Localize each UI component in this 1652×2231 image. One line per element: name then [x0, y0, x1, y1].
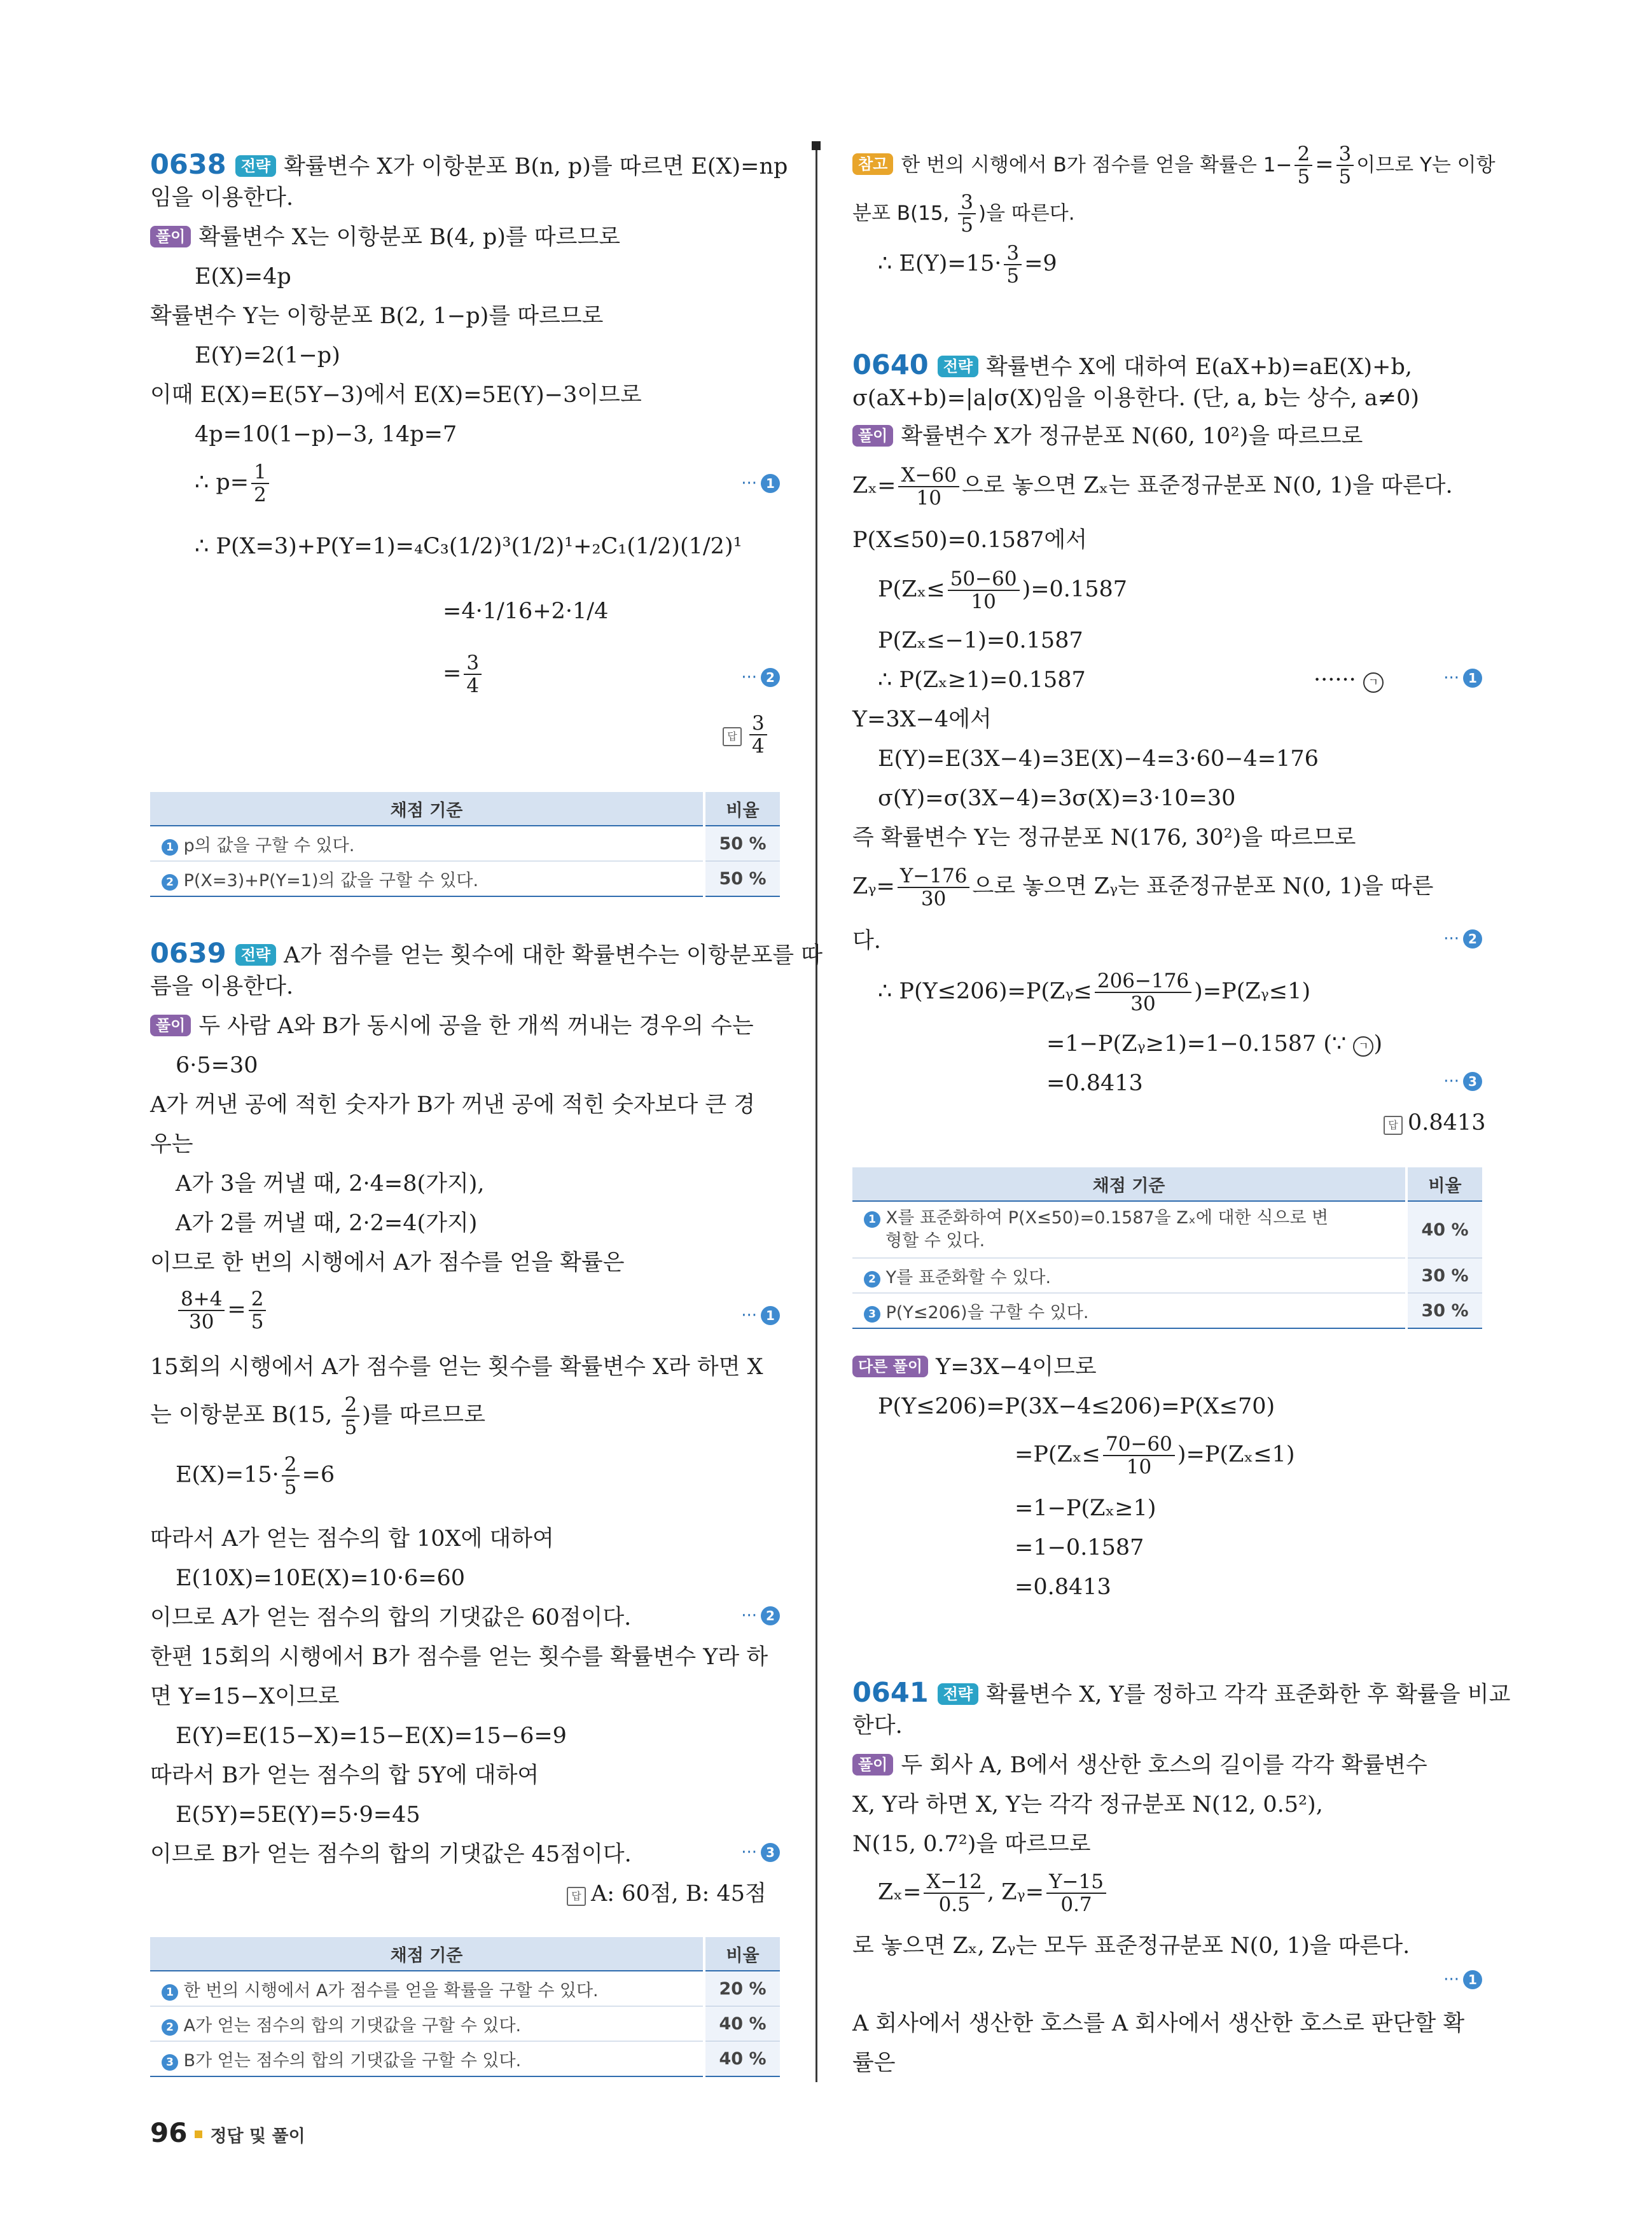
strategy-text: 확률변수 X가 이항분포 B(n, p)를 따르면 E(X)=np — [284, 154, 788, 179]
step-dots: ··· — [741, 668, 757, 687]
criterion-text-cont: 형할 수 있다. — [885, 1231, 985, 1251]
denominator: 2 — [254, 483, 267, 506]
fraction — [249, 1288, 267, 1333]
text: =9 — [1024, 251, 1057, 277]
table-header: 비율 — [704, 1937, 780, 1971]
equation: E(Y)=E(3X−4)=3E(X)−4=3·60−4=176 — [878, 746, 1319, 772]
denominator: 10 — [1126, 1456, 1152, 1478]
fraction — [1103, 1433, 1175, 1478]
equation: P(Y≤206)=P(3X−4≤206)=P(X≤70) — [878, 1394, 1275, 1419]
reference-mark — [1314, 665, 1384, 695]
denominator: 30 — [188, 1310, 214, 1333]
equation-fraction — [176, 1288, 268, 1333]
step-dots: ··· — [741, 1606, 757, 1625]
page-number: 96 — [150, 2117, 188, 2148]
fraction — [1004, 242, 1022, 287]
solution-line — [852, 1750, 1427, 1781]
problem-number: 0640 — [852, 349, 929, 381]
solution-text: 15회의 시행에서 A가 점수를 얻는 횟수를 확률변수 X라 하면 X — [150, 1354, 763, 1380]
fraction — [1295, 143, 1312, 188]
numerator: 3 — [464, 652, 482, 675]
table-cell — [150, 2006, 704, 2041]
numerator: 70−60 — [1103, 1433, 1175, 1456]
numerator: 3 — [1004, 242, 1022, 265]
fraction — [898, 464, 959, 509]
solution-text: 한편 15회의 시행에서 B가 점수를 얻는 횟수를 확률변수 Y라 하 — [150, 1644, 768, 1670]
circled-label: ㄱ — [1363, 672, 1384, 693]
answer-icon: 답 — [567, 1887, 586, 1906]
table-cell — [852, 1293, 1406, 1329]
fraction — [1336, 143, 1354, 188]
problem-number: 0639 — [150, 938, 226, 970]
answer-icon: 답 — [1384, 1116, 1403, 1135]
strategy-text-cont: 임을 이용한다. — [150, 185, 294, 211]
equation: =1−P(Zₓ≥1) — [1015, 1496, 1156, 1521]
numerator: X−60 — [898, 464, 959, 487]
equation: E(X)=4p — [195, 264, 291, 289]
alt-solution-tag: 다른 풀이 — [852, 1356, 928, 1377]
equation — [1046, 1029, 1382, 1059]
denominator: 5 — [1006, 265, 1020, 288]
solution-text: 률은 — [852, 2050, 896, 2076]
text: =P(Zₓ≤ — [1015, 1442, 1101, 1468]
table-header: 채점 기준 — [150, 792, 704, 826]
solution-text: 확률변수 Y는 이항분포 B(2, 1−p)를 따르므로 — [150, 303, 604, 329]
solution-text: 두 회사 A, B에서 생산한 호스의 길이를 각각 확률변수 — [901, 1753, 1427, 1778]
step-marker-3 — [741, 1843, 780, 1862]
numerator: 3 — [749, 712, 767, 735]
criterion-text: Y를 표준화할 수 있다. — [885, 1267, 1052, 1288]
strategy-text-cont: 름을 이용한다. — [150, 974, 294, 999]
strategy-text: 확률변수 X, Y를 정하고 각각 표준화한 후 확률을 비교 — [986, 1682, 1511, 1707]
strategy-text-cont: σ(aX+b)=|a|σ(X)임을 이용한다. (단, a, b는 상수, a≠0) — [852, 386, 1420, 411]
solution-text: 이므로 한 번의 시행에서 A가 점수를 얻을 확률은 — [150, 1250, 625, 1275]
answer-text: A: 60점, B: 45점 — [591, 1881, 767, 1907]
text: ∴ P(Y≤206)=P(Zᵧ≤ — [878, 978, 1092, 1004]
fraction — [342, 1394, 359, 1438]
solution-tag: 풀이 — [852, 425, 893, 447]
equation: 4p=10(1−p)−3, 14p=7 — [195, 422, 457, 447]
table-cell — [852, 1258, 1406, 1293]
solution-text: 두 사람 A와 B가 동시에 공을 한 개씩 꺼내는 경우의 수는 — [198, 1013, 754, 1039]
solution-text: 이므로 B가 얻는 점수의 합의 기댓값은 45점이다. — [150, 1842, 632, 1867]
equation: =0.8413 — [1046, 1071, 1143, 1096]
solution-text: 확률변수 X는 이항분포 B(4, p)를 따르므로 — [198, 225, 621, 250]
solution-text: 즉 확률변수 Y는 정규분포 N(176, 30²)을 따르므로 — [852, 825, 1356, 851]
fraction — [464, 652, 482, 697]
answer — [1384, 1108, 1485, 1138]
text: ∴ E(Y)=15· — [878, 251, 1002, 277]
column-divider — [816, 145, 817, 2082]
solution-text: 확률변수 X가 정규분포 N(60, 10²)을 따르므로 — [901, 424, 1363, 449]
numerator: 2 — [342, 1394, 359, 1417]
solution-text: 로 놓으면 Zₓ, Zᵧ는 모두 표준정규분포 N(0, 1)을 따른다. — [852, 1933, 1410, 1959]
denominator: 5 — [961, 214, 973, 237]
reference-equation — [878, 242, 1057, 287]
circled-label: ㄱ — [1353, 1036, 1373, 1057]
numerator: 8+4 — [178, 1288, 225, 1311]
step-number: 2 — [761, 668, 780, 687]
equation: σ(Y)=σ(3X−4)=3σ(X)=3·10=30 — [878, 786, 1236, 811]
footer-bullet — [195, 2130, 202, 2138]
numerator: 1 — [251, 461, 269, 484]
ratio-cell: 40 % — [1406, 1201, 1482, 1258]
fraction — [1095, 970, 1191, 1015]
table-cell — [852, 1201, 1406, 1258]
problem-0638-header — [150, 149, 788, 182]
step-number: 3 — [761, 1843, 780, 1862]
step-marker-2 — [1443, 929, 1482, 949]
step-number: 1 — [761, 1306, 780, 1325]
fraction — [898, 865, 970, 910]
alt-solution-line — [852, 1352, 1097, 1382]
criterion-text: X를 표준화하여 P(X≤50)=0.1587을 Zₓ에 대한 식으로 변 — [885, 1208, 1329, 1228]
answer-text: 0.8413 — [1408, 1110, 1486, 1136]
step-number: 3 — [1463, 1072, 1482, 1091]
table-row — [150, 2006, 780, 2041]
denominator: 0.5 — [938, 1893, 970, 1916]
fraction — [178, 1288, 225, 1333]
equation: P(Zₓ≤−1)=0.1587 — [878, 628, 1083, 653]
step-number: 1 — [1463, 669, 1482, 688]
fraction — [749, 712, 767, 757]
answer-icon: 답 — [723, 727, 742, 746]
table-row — [150, 826, 780, 861]
table-row — [150, 1971, 780, 2006]
equation: ∴ P(X=3)+P(Y=1)=₄C₃(1/2)³(1/2)¹+₂C₁(1/2)(1/2)¹ — [195, 534, 742, 559]
numerator: Y−15 — [1046, 1871, 1106, 1894]
solution-text: 따라서 A가 얻는 점수의 합 10X에 대하여 — [150, 1526, 554, 1552]
strategy-tag: 전략 — [235, 944, 276, 966]
step-number: 2 — [864, 1271, 880, 1288]
step-number: 1 — [1463, 1970, 1482, 1989]
solution-text: X, Y라 하면 X, Y는 각각 정규분포 N(12, 0.5²), — [852, 1792, 1323, 1817]
numerator: 2 — [1295, 143, 1312, 166]
solution-text: P(X≤50)=0.1587에서 — [852, 527, 1088, 553]
problem-0639-header — [150, 938, 823, 971]
column-divider-dot — [812, 141, 821, 150]
text: P(Zₓ≤ — [878, 576, 945, 602]
reference-line — [852, 143, 1496, 188]
step-number: 2 — [162, 874, 178, 891]
criterion-text: P(Y≤206)을 구할 수 있다. — [885, 1302, 1089, 1323]
denominator: 30 — [1130, 992, 1156, 1015]
equation — [176, 1454, 335, 1498]
step-number: 3 — [864, 1306, 880, 1323]
text: )=0.1587 — [1022, 576, 1128, 602]
strategy-text-cont: 한다. — [852, 1713, 903, 1739]
solution-text: 이므로 A가 얻는 점수의 합의 기댓값은 60점이다. — [150, 1605, 632, 1630]
solution-text: Y=3X−4에서 — [852, 707, 992, 732]
text: )=P(Zᵧ≤1) — [1194, 978, 1311, 1004]
denominator: 5 — [1297, 165, 1310, 188]
step-dots: ··· — [1443, 1072, 1459, 1091]
step-number: 2 — [162, 2019, 178, 2036]
equation: 6·5=30 — [176, 1053, 258, 1078]
step-dots: ··· — [1443, 669, 1459, 688]
step-marker-3 — [1443, 1072, 1482, 1091]
strategy-tag: 전략 — [938, 356, 978, 377]
solution-tag: 풀이 — [150, 1015, 191, 1036]
table-row — [852, 1293, 1482, 1329]
page-footer — [150, 2117, 305, 2148]
table-cell — [150, 861, 704, 897]
denominator: 4 — [466, 674, 480, 697]
criterion-text: A가 얻는 점수의 합의 기댓값을 구할 수 있다. — [183, 2015, 522, 2036]
denominator: 10 — [971, 590, 996, 613]
problem-0640-header — [852, 350, 1412, 382]
table-cell — [150, 2041, 704, 2077]
text: )=P(Zₓ≤1) — [1177, 1442, 1295, 1468]
equation — [878, 970, 1310, 1015]
solution-text: 우는 — [150, 1132, 193, 1157]
ratio-cell: 50 % — [704, 826, 780, 861]
table-header: 채점 기준 — [150, 1937, 704, 1971]
criterion-text: p의 값을 구할 수 있다. — [183, 835, 355, 856]
answer — [723, 712, 770, 757]
table-cell — [150, 1971, 704, 2006]
text: , Zᵧ= — [987, 1879, 1045, 1905]
fraction — [1046, 1871, 1106, 1915]
step-marker-1 — [741, 474, 780, 493]
solution-text: N(15, 0.7²)을 따르므로 — [852, 1831, 1091, 1857]
step-marker-2 — [741, 1606, 780, 1625]
solution-line — [150, 222, 620, 253]
grading-table-0640 — [852, 1167, 1482, 1329]
equation: =1−0.1587 — [1015, 1535, 1144, 1560]
text: =1−P(Zᵧ≥1)=1−0.1587 (∵ — [1046, 1031, 1347, 1057]
fraction — [924, 1871, 985, 1915]
equation-p — [195, 461, 272, 506]
criterion-text: 한 번의 시행에서 A가 점수를 얻을 확률을 구할 수 있다. — [183, 1980, 599, 2001]
criterion-text: P(X=3)+P(Y=1)의 값을 구할 수 있다. — [183, 870, 479, 891]
step-number: 3 — [162, 2054, 178, 2071]
problem-0641-header — [852, 1678, 1510, 1710]
denominator: 30 — [920, 887, 947, 910]
equation — [878, 1871, 1109, 1915]
criterion-text: B가 얻는 점수의 합의 기댓값을 구할 수 있다. — [183, 2050, 522, 2071]
equation: ∴ P(Zₓ≥1)=0.1587 — [878, 667, 1086, 693]
solution-text: A가 꺼낸 공에 적힌 숫자가 B가 꺼낸 공에 적힌 숫자보다 큰 경 — [150, 1092, 756, 1118]
table-row — [852, 1258, 1482, 1293]
ratio-cell: 20 % — [704, 1971, 780, 2006]
solution-line — [852, 421, 1363, 452]
equation — [878, 568, 1127, 613]
fraction — [251, 461, 269, 506]
ratio-cell: 30 % — [1406, 1258, 1482, 1293]
text: 한 번의 시행에서 B가 점수를 얻을 확률은 1− — [901, 153, 1293, 177]
step-number: 2 — [761, 1606, 780, 1625]
equals-sign: = — [227, 1296, 246, 1323]
table-header: 비율 — [1406, 1167, 1482, 1201]
answer — [567, 1879, 767, 1909]
table-cell — [150, 826, 704, 861]
solution-text: Y=3X−4이므로 — [936, 1354, 1097, 1380]
text: Zᵧ= — [852, 873, 895, 900]
denominator: 5 — [344, 1416, 357, 1439]
solution-text — [852, 865, 1433, 910]
fraction — [948, 568, 1020, 613]
step-number: 1 — [864, 1211, 880, 1228]
text: Zₓ= — [852, 473, 896, 499]
step-dots: ··· — [741, 474, 757, 493]
solution-text: A 회사에서 생산한 호스를 A 회사에서 생산한 호스로 판단할 확 — [852, 2011, 1465, 2036]
equation: E(5Y)=5E(Y)=5·9=45 — [176, 1802, 420, 1828]
step-dots: ··· — [741, 1306, 757, 1325]
ratio-cell: 40 % — [704, 2006, 780, 2041]
table-row — [150, 861, 780, 897]
text: )를 따르므로 — [362, 1402, 486, 1428]
footer-title: 정답 및 풀이 — [210, 2127, 305, 2146]
ratio-cell: 30 % — [1406, 1293, 1482, 1329]
denominator: 4 — [752, 735, 765, 758]
dots: ······ — [1314, 667, 1356, 693]
solution-text: 따라서 B가 얻는 점수의 합 5Y에 대하여 — [150, 1763, 539, 1788]
problem-number: 0638 — [150, 149, 226, 181]
step-dots: ··· — [1443, 929, 1459, 949]
solution-tag: 풀이 — [852, 1754, 893, 1776]
solution-text: A가 3을 꺼낼 때, 2·4=8(가지), — [176, 1171, 485, 1197]
reference-tag: 참고 — [852, 153, 893, 175]
grading-table-0639 — [150, 1937, 780, 2077]
table-row — [852, 1201, 1482, 1258]
text: 분포 B(15, — [852, 202, 956, 225]
solution-text: 면 Y=15−X이므로 — [150, 1684, 340, 1709]
equation-result: = $\frac{3}{4}$ — [443, 652, 484, 697]
ratio-cell: 50 % — [704, 861, 780, 897]
equation: =4·1/16+2·1/4 — [443, 599, 609, 624]
text: 는 이항분포 B(15, — [150, 1402, 340, 1428]
step-marker-1 — [1443, 669, 1482, 688]
numerator: 2 — [249, 1288, 267, 1311]
equation: =0.8413 — [1015, 1574, 1111, 1600]
equation: E(Y)=E(15−X)=15−E(X)=15−6=9 — [176, 1723, 567, 1749]
numerator: X−12 — [924, 1871, 985, 1894]
ratio-cell: 40 % — [704, 2041, 780, 2077]
step-marker-2 — [741, 668, 780, 687]
step-dots: ··· — [741, 1843, 757, 1862]
equation-text: ∴ p= — [195, 469, 249, 496]
numerator: 3 — [1336, 143, 1354, 166]
denominator: 10 — [916, 487, 941, 510]
equals-sign: = — [1315, 151, 1334, 177]
text: Zₓ= — [878, 1879, 922, 1905]
denominator: 5 — [251, 1310, 264, 1333]
denominator: 0.7 — [1060, 1893, 1092, 1916]
solution-line — [150, 1011, 754, 1041]
table-row — [150, 2041, 780, 2077]
solution-text: 다. — [852, 928, 881, 954]
step-number: 1 — [162, 839, 178, 856]
equation — [1015, 1433, 1295, 1478]
text: ) — [1373, 1031, 1383, 1057]
text: )을 따른다. — [978, 202, 1075, 225]
solution-text — [150, 1394, 485, 1438]
strategy-text: A가 점수를 얻는 횟수에 대한 확률변수는 이항분포를 따 — [284, 943, 823, 968]
equation: E(10X)=10E(X)=10·6=60 — [176, 1566, 466, 1591]
reference-line — [852, 191, 1075, 236]
fraction — [958, 191, 976, 236]
numerator: 50−60 — [948, 568, 1020, 591]
step-number: 1 — [162, 1984, 178, 2001]
solution-text: A가 2를 꺼낼 때, 2·2=4(가지) — [176, 1211, 478, 1236]
denominator: 5 — [1338, 165, 1352, 188]
step-marker-1 — [1443, 1970, 1482, 1989]
table-header: 채점 기준 — [852, 1167, 1406, 1201]
fraction — [282, 1454, 300, 1498]
text: 으로 놓으면 Zᵧ는 표준정규분포 N(0, 1)을 따른 — [972, 873, 1434, 900]
text: 으로 놓으면 Zₓ는 표준정규분포 N(0, 1)을 따른다. — [961, 473, 1453, 499]
numerator: 3 — [958, 191, 976, 214]
step-number: 2 — [1463, 929, 1482, 949]
problem-number: 0641 — [852, 1677, 929, 1709]
equation: E(Y)=2(1−p) — [195, 343, 340, 368]
grading-table-0638 — [150, 792, 780, 897]
numerator: Y−176 — [898, 865, 970, 888]
numerator: 206−176 — [1095, 970, 1191, 993]
denominator: 5 — [284, 1476, 297, 1499]
step-dots: ··· — [1443, 1970, 1459, 1989]
text: 이므로 Y는 이항 — [1356, 153, 1496, 177]
numerator: 2 — [282, 1454, 300, 1477]
text: E(X)=15· — [176, 1462, 279, 1488]
table-header: 비율 — [704, 792, 780, 826]
strategy-text: 확률변수 X에 대하여 E(aX+b)=aE(X)+b, — [986, 354, 1413, 380]
solution-tag: 풀이 — [150, 226, 191, 247]
step-marker-1 — [741, 1306, 780, 1325]
text: =6 — [302, 1462, 335, 1488]
strategy-tag: 전략 — [235, 155, 276, 177]
step-number: 1 — [761, 474, 780, 493]
solution-text: 이때 E(X)=E(5Y−3)에서 E(X)=5E(Y)−3이므로 — [150, 382, 642, 408]
strategy-tag: 전략 — [938, 1683, 978, 1705]
solution-text — [852, 464, 1453, 509]
